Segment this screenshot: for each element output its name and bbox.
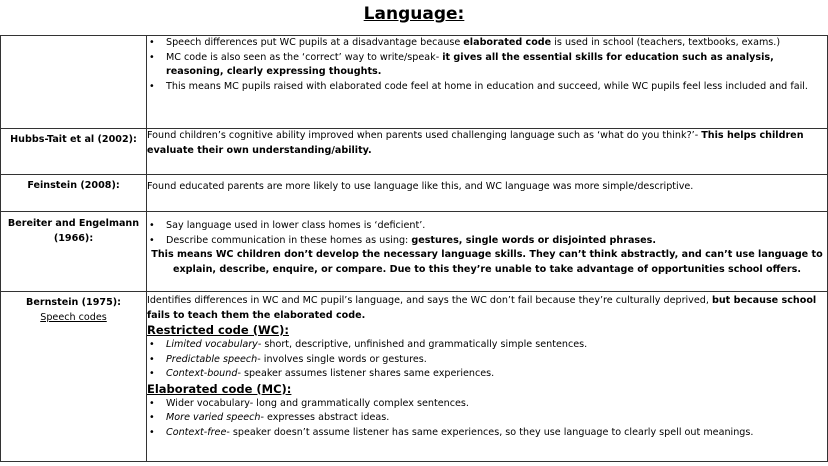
- list-item: • Speech differences put WC pupils at a disadvantage because elaborated code is used in school (teachers, textbooks, exams.): [147, 36, 827, 51]
- list-item: • Wider vocabulary- long and grammatically complex sentences.: [147, 397, 827, 412]
- row-label: Bereiter and Engelmann (1966):: [1, 212, 147, 292]
- table-row: [1, 36, 828, 129]
- conclusion-text: This means WC children don’t develop the necessary language skills. They can’t think abstractly, and can’t use language to explain, describe, enquire, or compare. Due to this they’re unable to take advantage of opportunities school offers.: [151, 249, 823, 275]
- bullet-list: [147, 338, 827, 382]
- list-item: • MC code is also seen as the ‘correct’ way to write/speak- it gives all the essential skills for education such as analysis, reasoning, clearly expressing thoughts.: [147, 51, 827, 80]
- list-item: • This means MC pupils raised with elaborated code feel at home in education and succeed, while WC pupils feel less included and fail.: [147, 80, 827, 95]
- restricted-heading: Restricted code (WC):: [147, 323, 289, 337]
- row-sublabel: Speech codes: [40, 311, 107, 323]
- list-item: • Context-free- speaker doesn’t assume listener has same experiences, so they use language to clearly spell out meanings.: [147, 426, 827, 441]
- list-item: • Limited vocabulary- short, descriptive, unfinished and grammatically simple sentences.: [147, 338, 827, 353]
- notes-table: [0, 35, 828, 462]
- row-content: [147, 292, 828, 462]
- list-item: • Say language used in lower class homes is ‘deficient’.: [147, 219, 827, 234]
- bullet-list: [147, 397, 827, 441]
- page-title: Language:: [363, 4, 465, 24]
- row-label: [1, 292, 147, 462]
- bullet-list: [147, 219, 827, 248]
- table-row: [1, 292, 828, 462]
- row-label-text: Bernstein (1975):: [26, 297, 121, 308]
- bullet-list: [147, 36, 827, 94]
- table-row: [1, 212, 828, 292]
- elaborated-heading: Elaborated code (MC):: [147, 381, 292, 396]
- row-content: Found educated parents are more likely to use language like this, and WC language was more simple/descriptive.: [147, 175, 828, 212]
- row-content: Found children’s cognitive ability improved when parents used challenging language such as ‘what do you think?’- This helps children evaluate their own understanding/ability.: [147, 129, 828, 175]
- row-label-empty: [1, 36, 147, 129]
- table-row: [1, 175, 828, 212]
- list-item: • More varied speech- expresses abstract ideas.: [147, 411, 827, 426]
- intro-text: Identifies differences in WC and MC pupil’s language, and says the WC don’t fail because they’re culturally deprived, but because school fails to teach them the elaborated code.: [147, 295, 817, 321]
- table-row: [1, 129, 828, 175]
- row-label: Hubbs-Tait et al (2002):: [1, 129, 147, 175]
- row-label: Feinstein (2008):: [1, 175, 147, 212]
- row-content: [147, 212, 828, 292]
- row-content: [147, 36, 828, 129]
- list-item: • Predictable speech- involves single words or gestures.: [147, 353, 827, 368]
- list-item: • Context-bound- speaker assumes listener shares same experiences.: [147, 367, 827, 382]
- list-item: • Describe communication in these homes as using: gestures, single words or disjointed phrases.: [147, 234, 827, 249]
